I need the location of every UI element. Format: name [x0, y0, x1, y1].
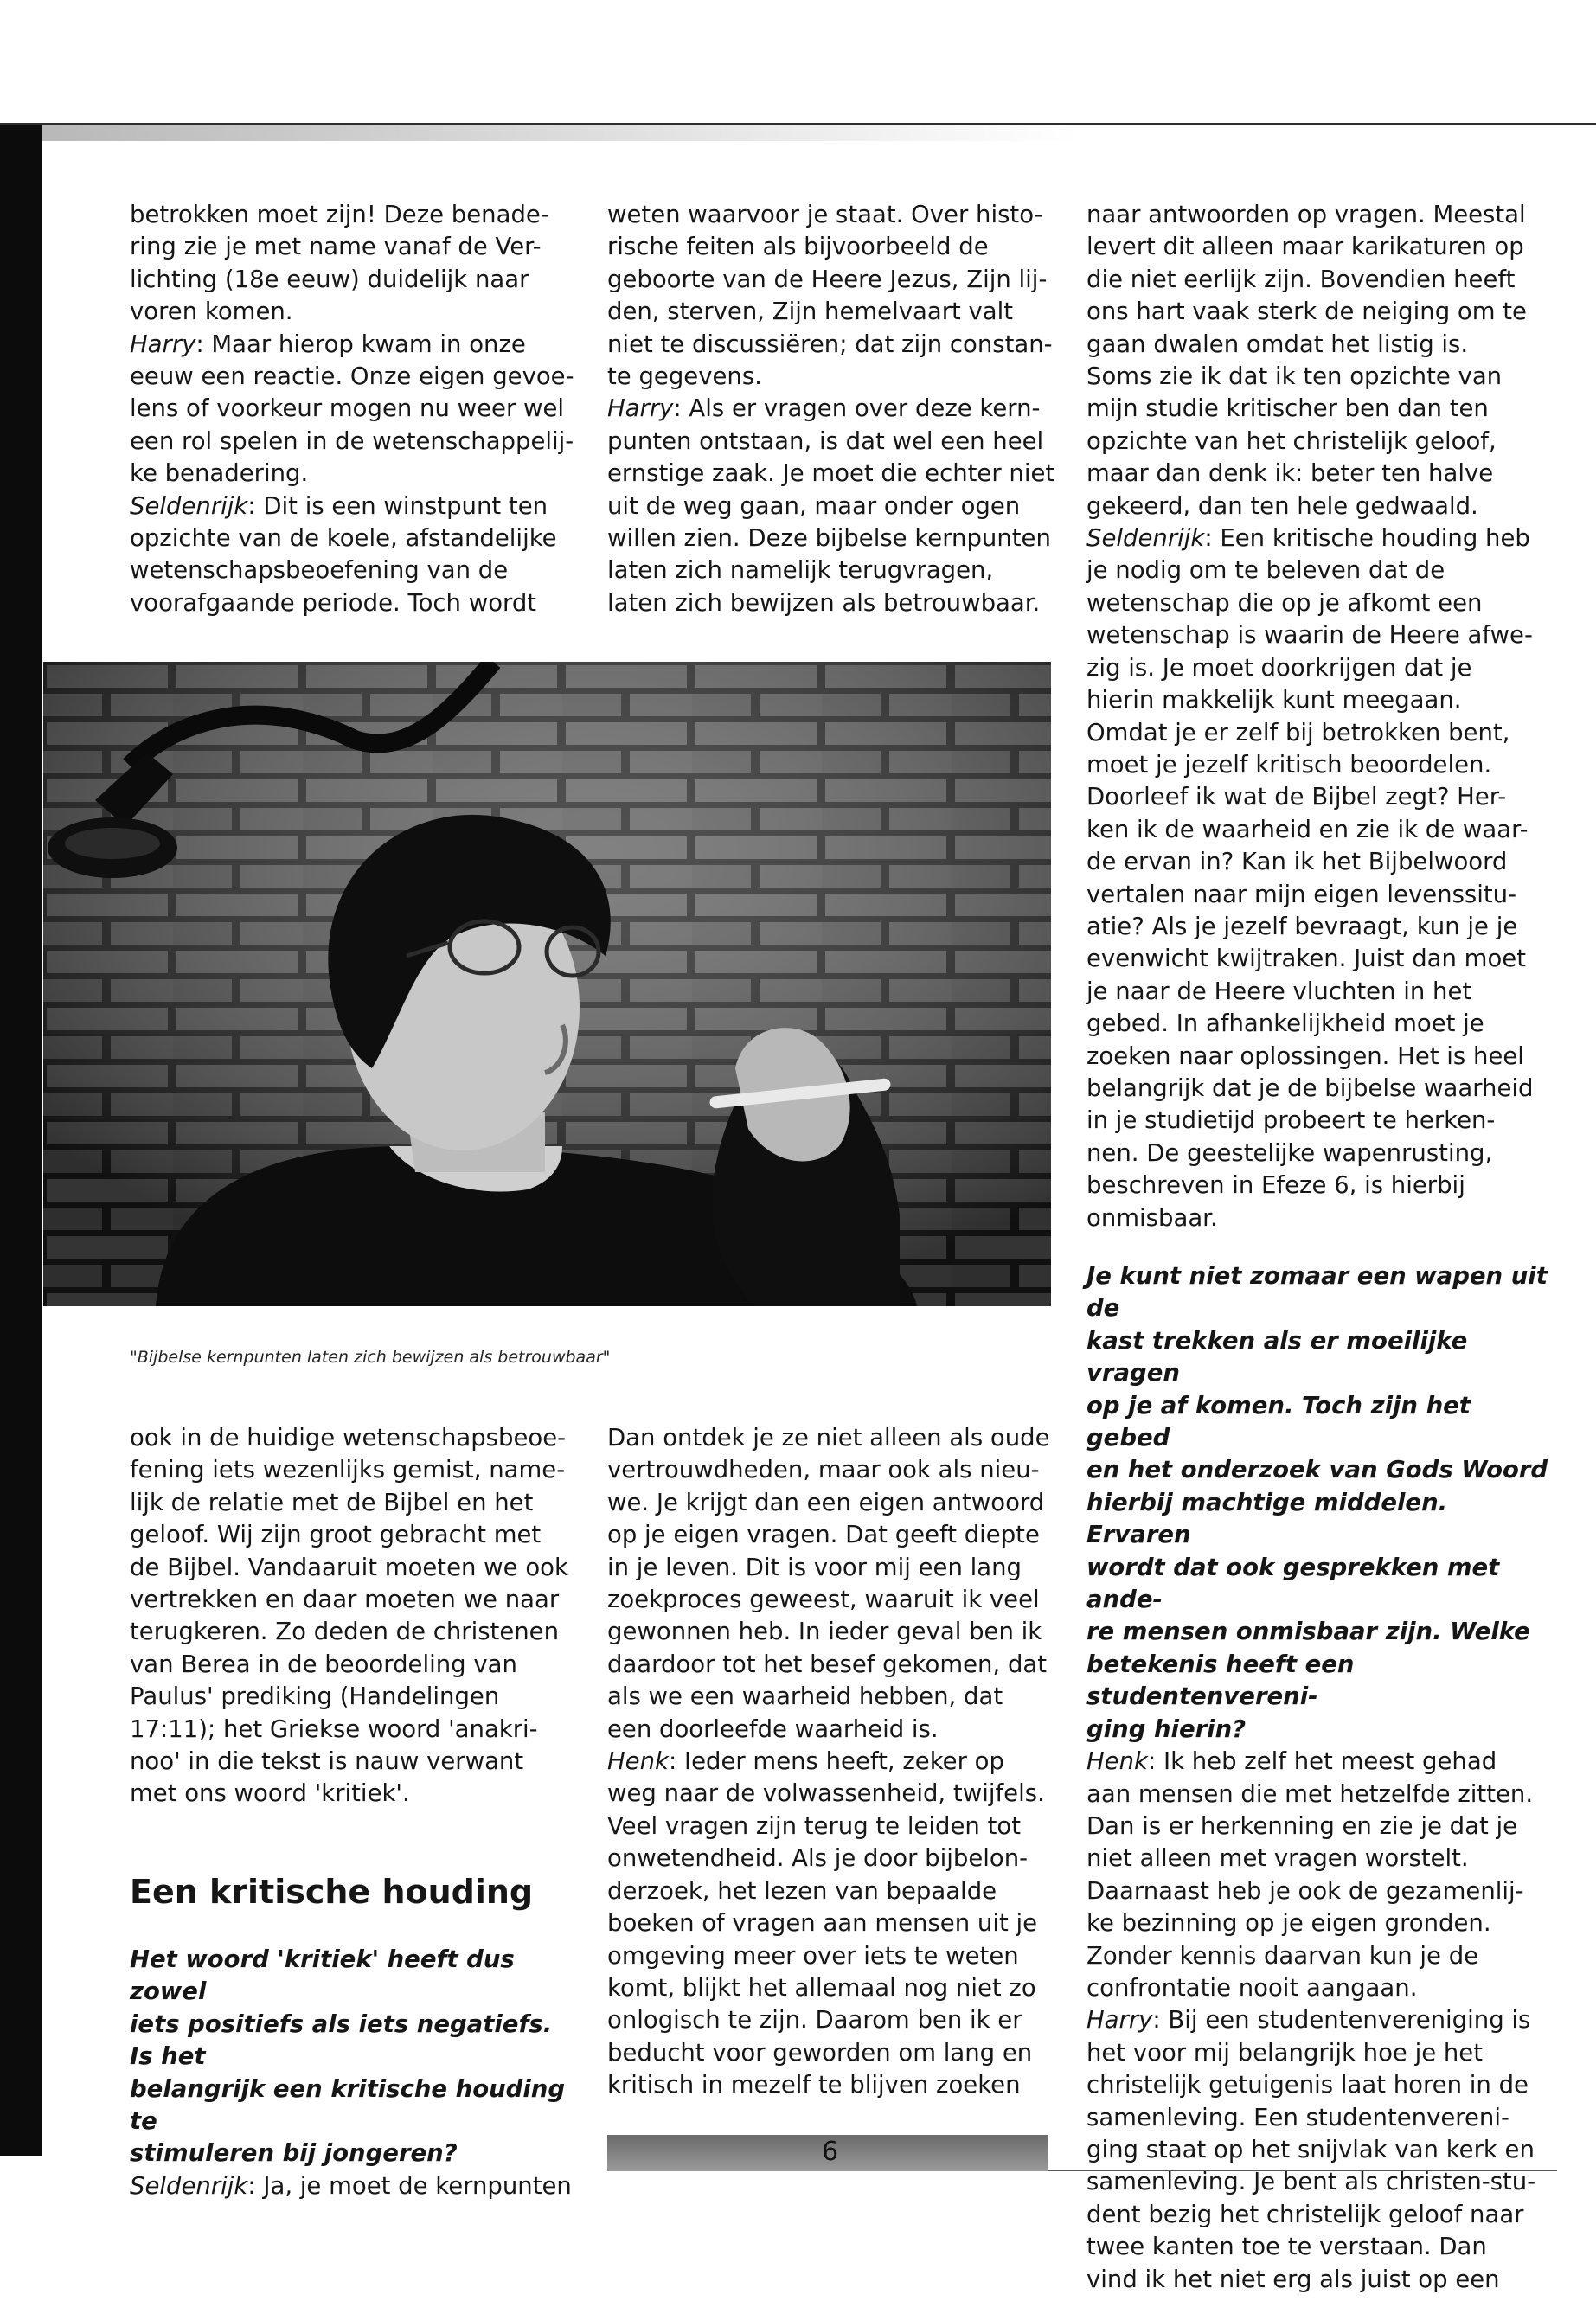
- line-text: ging staat op het snijvlak van kerk en: [1086, 2135, 1535, 2163]
- line-text: te gegevens.: [607, 362, 762, 391]
- text-line: [1086, 2166, 1554, 2198]
- column-2-top: [607, 199, 1057, 619]
- line-text: Paulus' prediking (Handelingen: [130, 1682, 500, 1711]
- question-line: [1086, 1487, 1554, 1552]
- text-line: [1086, 1073, 1554, 1105]
- line-text: we. Je krijgt dan een eigen antwoord: [607, 1488, 1045, 1516]
- text-line: [1086, 1202, 1554, 1234]
- line-text: Zonder kennis daarvan kun je de: [1086, 1941, 1479, 1970]
- line-text: de ervan in? Kan ik het Bijbelwoord: [1086, 848, 1508, 876]
- line-text: noo' in die tekst is nauw verwant: [130, 1747, 524, 1776]
- line-text: onmisbaar.: [1086, 1203, 1218, 1232]
- line-text: beducht voor geworden om lang en: [607, 2038, 1033, 2067]
- text-line: [1086, 1972, 1554, 2004]
- line-text: het voor mij belangrijk hoe je het: [1086, 2038, 1484, 2067]
- text-line: [1086, 231, 1554, 263]
- text-line: [607, 1907, 1057, 1939]
- text-line: [130, 296, 580, 328]
- text-line: [1086, 264, 1554, 296]
- text-line: [1086, 522, 1554, 554]
- line-text: punten ontstaan, is dat wel een heel: [607, 426, 1044, 455]
- speaker-name: Harry: [130, 330, 196, 358]
- line-text: zoekproces geweest, waaruit ik veel: [607, 1586, 1040, 1614]
- text-line: [1086, 976, 1554, 1008]
- text-line: [130, 490, 580, 522]
- section-question: [130, 1944, 580, 2170]
- text-line: [1086, 943, 1554, 975]
- text-line: [130, 587, 580, 619]
- line-text: wordt dat ook gesprekken met ande-: [1086, 1553, 1500, 1614]
- line-text: naar antwoorden op vragen. Meestal: [1086, 201, 1526, 228]
- line-text: Dan ontdek je ze niet alleen als oude: [607, 1424, 1050, 1452]
- text-line: [607, 458, 1057, 490]
- text-line: [1086, 781, 1554, 813]
- text-line: [607, 1843, 1057, 1875]
- text-line: [1086, 1746, 1554, 1778]
- text-line: [607, 1454, 1057, 1486]
- column-1-bottom: [130, 1422, 580, 2202]
- line-text: betrokken moet zijn! Deze benade-: [130, 201, 549, 228]
- line-text: terugkeren. Zo deden de christenen: [130, 1618, 560, 1646]
- text-line: [1086, 1940, 1554, 1972]
- text-line: [1086, 2102, 1554, 2134]
- line-text: onlogisch te zijn. Daarom ben ik er: [607, 2006, 1022, 2035]
- text-line: [1086, 1138, 1554, 1170]
- line-text: ken ik de waarheid en zie ik de waar-: [1086, 815, 1529, 843]
- line-text: met ons woord 'kritiek'.: [130, 1779, 410, 1808]
- line-text: ons hart vaak sterk de neiging om te: [1086, 298, 1527, 326]
- text-line: [130, 458, 580, 490]
- speaker-name: Seldenrijk: [130, 491, 248, 520]
- text-line: [130, 1681, 580, 1713]
- text-line: [130, 426, 580, 458]
- line-text: ke bezinning op je eigen gronden.: [1086, 1909, 1491, 1938]
- text-line: [1086, 1843, 1554, 1875]
- text-line: [1086, 1105, 1554, 1137]
- text-line: [1086, 2231, 1554, 2263]
- line-text: : Dit is een winstpunt ten: [247, 491, 548, 520]
- speaker-name: Seldenrijk: [1086, 524, 1205, 553]
- text-line: [607, 490, 1057, 522]
- text-line: [1086, 2037, 1554, 2069]
- text-line: [1086, 296, 1554, 328]
- text-line: [130, 1519, 580, 1551]
- line-text: vertalen naar mijn eigen levenssitu-: [1086, 880, 1517, 908]
- scan-left-edge: [0, 123, 42, 2156]
- line-text: atie? Als je jezelf bevraagt, kun je je: [1086, 912, 1518, 940]
- line-text: Veel vragen zijn terug te leiden tot: [607, 1811, 1021, 1840]
- line-text: boeken of vragen aan mensen uit je: [607, 1909, 1038, 1938]
- text-line: [1086, 1811, 1554, 1843]
- line-text: je naar de Heere vluchten in het: [1086, 977, 1472, 1005]
- line-text: voorafgaande periode. Toch wordt: [130, 588, 537, 617]
- line-text: Dan is er herkenning en zie je dat je: [1086, 1811, 1518, 1840]
- text-line: [130, 329, 580, 361]
- line-text: twee kanten toe te verstaan. Dan: [1086, 2233, 1487, 2261]
- line-text: wetenschapsbeoefening van de: [130, 556, 509, 585]
- text-line: [1086, 2004, 1554, 2036]
- line-text: kritisch in mezelf te blijven zoeken: [607, 2071, 1021, 2099]
- speaker-name: Henk: [1086, 1747, 1148, 1776]
- line-text: willen zien. Deze bijbelse kernpunten: [607, 524, 1051, 553]
- answer-text: : Ja, je moet de kernpunten: [247, 2171, 572, 2200]
- text-line: [607, 1584, 1057, 1616]
- text-line: [607, 393, 1057, 425]
- text-line: [607, 329, 1057, 361]
- section-question-line: stimuleren bij jongeren?: [130, 2139, 458, 2168]
- line-text: betekenis heeft een studentenvereni-: [1086, 1650, 1355, 1711]
- column-1-bottom-text: [130, 1422, 580, 1811]
- line-text: op je eigen vragen. Dat geeft diepte: [607, 1521, 1040, 1549]
- text-line: [607, 1875, 1057, 1907]
- line-text: opzichte van het christelijk geloof,: [1086, 426, 1497, 455]
- line-text: Daarnaast heb je ook de gezamenlij-: [1086, 1876, 1524, 1905]
- line-text: eeuw een reactie. Onze eigen gevoe-: [130, 362, 574, 391]
- line-text: in je studietijd probeert te herken-: [1086, 1106, 1496, 1135]
- text-line: [1086, 2264, 1554, 2296]
- line-text: : Een kritische houding heb: [1204, 524, 1530, 553]
- line-text: vind ik het niet erg als juist op een: [1086, 2265, 1500, 2293]
- text-line: [607, 264, 1057, 296]
- line-text: op je af komen. Toch zijn het gebed: [1086, 1391, 1471, 1452]
- line-text: ook in de huidige wetenschapsbeoe-: [130, 1424, 567, 1452]
- line-text: dent bezig het christelijk geloof naar: [1086, 2200, 1524, 2228]
- text-line: [130, 393, 580, 425]
- line-text: Doorleef ik wat de Bijbel zegt? Her-: [1086, 783, 1507, 811]
- text-line: [1086, 911, 1554, 943]
- text-line: [607, 1714, 1057, 1746]
- text-line: [607, 1519, 1057, 1551]
- text-line: [1086, 393, 1554, 425]
- text-line: [607, 1972, 1057, 2004]
- text-line: [607, 554, 1057, 586]
- line-text: gaan dwalen omdat het listig is.: [1086, 330, 1469, 358]
- question-line: [1086, 1454, 1554, 1486]
- line-text: lens of voorkeur mogen nu weer wel: [130, 394, 565, 423]
- section-question-line: Het woord 'kritiek' heeft dus zowel: [130, 1945, 515, 2006]
- line-text: geloof. Wij zijn groot gebracht met: [130, 1521, 542, 1549]
- line-text: laten zich namelijk terugvragen,: [607, 556, 994, 585]
- text-line: [130, 1454, 580, 1486]
- column-3: [1086, 199, 1554, 2296]
- paragraph-gap: [1086, 1234, 1554, 1260]
- line-text: ernstige zaak. Je moet die echter niet: [607, 459, 1055, 488]
- line-text: aan mensen die met hetzelfde zitten.: [1086, 1779, 1534, 1808]
- line-text: voren komen.: [130, 298, 293, 326]
- line-text: vertrekken en daar moeten we naar: [130, 1586, 560, 1614]
- text-line: [1086, 1875, 1554, 1907]
- line-text: onwetendheid. Als je door bijbelon-: [607, 1844, 1029, 1873]
- text-line: [130, 1552, 580, 1584]
- text-line: [1086, 1170, 1554, 1202]
- line-text: wetenschap die op je afkomt een: [1086, 588, 1483, 617]
- text-line: [1086, 587, 1554, 619]
- text-line: [1086, 749, 1554, 781]
- line-text: hierin makkelijk kunt meegaan.: [1086, 686, 1462, 715]
- line-text: levert dit alleen maar karikaturen op: [1086, 233, 1524, 261]
- line-text: als we een waarheid hebben, dat: [607, 1682, 1003, 1711]
- line-text: moet je jezelf kritisch beoordelen.: [1086, 750, 1492, 779]
- line-text: : Als er vragen over deze kern-: [673, 394, 1041, 423]
- text-line: [1086, 1008, 1554, 1040]
- text-line: [130, 361, 580, 393]
- line-text: hierbij machtige middelen. Ervaren: [1086, 1488, 1448, 1549]
- line-text: uit de weg gaan, maar onder ogen: [607, 491, 1021, 520]
- line-text: daardoor tot het besef gekomen, dat: [607, 1650, 1048, 1678]
- line-text: laten zich bewijzen als betrouwbaar.: [607, 588, 1041, 617]
- line-text: : Ieder mens heeft, zeker op: [668, 1747, 1004, 1776]
- line-text: wetenschap is waarin de Heere afwe-: [1086, 621, 1533, 650]
- line-text: die niet eerlijk zijn. Bovendien heeft: [1086, 265, 1516, 293]
- page-number-bar: [607, 2135, 1048, 2171]
- line-text: zig is. Je moet doorkrijgen dat je: [1086, 653, 1472, 682]
- text-line: [607, 587, 1057, 619]
- line-text: 17:11); het Griekse woord 'anakri-: [130, 1715, 538, 1743]
- speaker-name: Harry: [1086, 2006, 1153, 2035]
- line-text: een rol spelen in de wetenschappelij-: [130, 426, 574, 455]
- line-text: ging hierin?: [1086, 1715, 1247, 1743]
- speaker-name: Harry: [607, 394, 674, 423]
- line-text: mijn studie kritischer ben dan ten: [1086, 394, 1489, 423]
- line-text: niet te discussiëren; dat zijn constan-: [607, 330, 1053, 358]
- text-line: [130, 1616, 580, 1648]
- text-line: [607, 231, 1057, 263]
- line-text: omgeving meer over iets te weten: [607, 1941, 1019, 1970]
- line-text: maar dan denk ik: beter ten halve: [1086, 459, 1494, 488]
- text-line: [1086, 1779, 1554, 1811]
- text-line: [1086, 846, 1554, 878]
- line-text: derzoek, het lezen van bepaalde: [607, 1876, 997, 1905]
- line-text: Soms zie ik dat ik ten opzichte van: [1086, 362, 1503, 391]
- text-line: [130, 554, 580, 586]
- line-text: vertrouwdheden, maar ook als nieu-: [607, 1456, 1040, 1484]
- photo-student-with-pen: [43, 662, 1051, 1306]
- line-text: opzichte van de koele, afstandelijke: [130, 524, 557, 553]
- line-text: rische feiten als bijvoorbeeld de: [607, 233, 989, 261]
- text-line: [607, 426, 1057, 458]
- text-line: [607, 1422, 1057, 1454]
- text-line: [1086, 684, 1554, 716]
- text-line: [607, 1552, 1057, 1584]
- speaker-name: Henk: [607, 1747, 669, 1776]
- text-line: [607, 1940, 1057, 1972]
- line-text: van Berea in de beoordeling van: [130, 1650, 517, 1678]
- text-line: [130, 1422, 580, 1454]
- section-question-line: iets positiefs als iets negatiefs. Is het: [130, 2009, 553, 2071]
- line-text: lijk de relatie met de Bijbel en het: [130, 1488, 534, 1516]
- line-text: gebed. In afhankelijkheid moet je: [1086, 1009, 1484, 1038]
- line-text: een doorleefde waarheid is.: [607, 1715, 939, 1743]
- column-2-bottom: [607, 1422, 1057, 2102]
- line-text: niet alleen met vragen worstelt.: [1086, 1844, 1469, 1873]
- text-line: [130, 522, 580, 554]
- text-line: [1086, 2199, 1554, 2231]
- line-text: weten waarvoor je staat. Over histo-: [607, 201, 1043, 228]
- text-line: [607, 1681, 1057, 1713]
- line-text: christelijk getuigenis laat horen in de: [1086, 2071, 1529, 2099]
- text-line: [607, 1649, 1057, 1681]
- text-line: [607, 1487, 1057, 1519]
- text-line: [1086, 490, 1554, 522]
- text-line: [1086, 2134, 1554, 2166]
- line-text: samenleving. Een studentenvereni-: [1086, 2103, 1509, 2131]
- text-line: [1086, 619, 1554, 651]
- question-line: [1086, 1616, 1554, 1648]
- speaker-name: Seldenrijk: [130, 2171, 248, 2200]
- line-text: : Ik heb zelf het meest gehad: [1147, 1747, 1497, 1776]
- line-text: gekeerd, dan ten hele gedwaald.: [1086, 491, 1478, 520]
- line-text: samenleving. Je bent als christen-stu-: [1086, 2168, 1536, 2196]
- line-text: komt, blijkt het allemaal nog niet zo: [607, 1973, 1036, 2002]
- text-line: [130, 1649, 580, 1681]
- text-line: [607, 2004, 1057, 2036]
- line-text: geboorte van de Heere Jezus, Zijn lij-: [607, 265, 1048, 293]
- text-line: [607, 1778, 1057, 1810]
- line-text: de Bijbel. Vandaaruit moeten we ook: [130, 1553, 568, 1581]
- text-line: [130, 264, 580, 296]
- text-line: [1086, 426, 1554, 458]
- line-text: kast trekken als er moeilijke vragen: [1086, 1326, 1468, 1388]
- line-text: fening iets wezenlijks gemist, name-: [130, 1456, 566, 1484]
- line-text: ke benadering.: [130, 459, 309, 488]
- text-line: [607, 1746, 1057, 1778]
- question-line: [1086, 1552, 1554, 1617]
- text-line: [1086, 2069, 1554, 2101]
- text-line: [1086, 879, 1554, 911]
- text-line: [1086, 554, 1554, 586]
- scan-top-shadow: [42, 125, 1080, 141]
- text-line: [607, 1811, 1057, 1843]
- line-text: zoeken naar oplossingen. Het is heel: [1086, 1042, 1524, 1070]
- text-line: [607, 361, 1057, 393]
- line-text: Je kunt niet zomaar een wapen uit de: [1086, 1262, 1548, 1323]
- text-line: [607, 2069, 1057, 2101]
- text-line: [607, 2037, 1057, 2069]
- text-line: [1086, 1041, 1554, 1073]
- line-text: : Bij een studentenvereniging is: [1152, 2006, 1531, 2035]
- question-line: [1086, 1649, 1554, 1714]
- text-line: [130, 1746, 580, 1778]
- line-text: evenwicht kwijtraken. Juist dan moet: [1086, 945, 1526, 973]
- line-text: beschreven in Efeze 6, is hierbij: [1086, 1171, 1465, 1200]
- section-heading: Een kritische houding: [130, 1872, 534, 1911]
- text-line: [130, 1487, 580, 1519]
- question-line: [1086, 1325, 1554, 1390]
- text-line: [1086, 814, 1554, 846]
- line-text: re mensen onmisbaar zijn. Welke: [1086, 1618, 1530, 1646]
- line-text: nen. De geestelijke wapenrusting,: [1086, 1138, 1493, 1167]
- line-text: den, sterven, Zijn hemelvaart valt: [607, 298, 1014, 326]
- line-text: weg naar de volwassenheid, twijfels.: [607, 1779, 1045, 1808]
- column-1-top: [130, 199, 580, 619]
- line-text: : Maar hierop kwam in onze: [195, 330, 526, 358]
- photo-caption: "Bijbelse kernpunten laten zich bewijzen als betrouwbaar": [130, 1348, 611, 1367]
- text-line: [1086, 1907, 1554, 1939]
- line-text: en het onderzoek van Gods Woord: [1086, 1456, 1548, 1484]
- text-line: [130, 1584, 580, 1616]
- text-line: [1086, 717, 1554, 749]
- text-line: [1086, 361, 1554, 393]
- photo-illustration: [43, 662, 1051, 1306]
- line-text: in je leven. Dit is voor mij een lang: [607, 1553, 1022, 1581]
- question-line: [1086, 1390, 1554, 1455]
- question-line: [1086, 1260, 1554, 1325]
- question-line: [1086, 1714, 1554, 1746]
- page-number: 6: [822, 2137, 839, 2167]
- text-line: [607, 1616, 1057, 1648]
- line-text: Omdat je er zelf bij betrokken bent,: [1086, 718, 1510, 747]
- section-question-line: belangrijk een kritische houding te: [130, 2074, 566, 2135]
- line-text: gewonnen heb. In ieder geval ben ik: [607, 1618, 1042, 1646]
- text-line: [607, 296, 1057, 328]
- text-line: [607, 199, 1057, 231]
- text-line: [1086, 199, 1554, 231]
- line-text: lichting (18e eeuw) duidelijk naar: [130, 265, 529, 293]
- line-text: je nodig om te beleven dat de: [1086, 556, 1445, 585]
- text-line: [130, 1778, 580, 1810]
- line-text: confrontatie nooit aangaan.: [1086, 1973, 1418, 2002]
- text-line: [1086, 652, 1554, 684]
- text-line: [130, 231, 580, 263]
- section-answer: [130, 2170, 580, 2202]
- line-text: ring zie je met name vanaf de Ver-: [130, 233, 542, 261]
- text-line: [130, 199, 580, 231]
- text-line: [1086, 458, 1554, 490]
- text-line: [130, 1714, 580, 1746]
- line-text: belangrijk dat je de bijbelse waarheid: [1086, 1074, 1534, 1102]
- text-line: [1086, 329, 1554, 361]
- text-line: [607, 522, 1057, 554]
